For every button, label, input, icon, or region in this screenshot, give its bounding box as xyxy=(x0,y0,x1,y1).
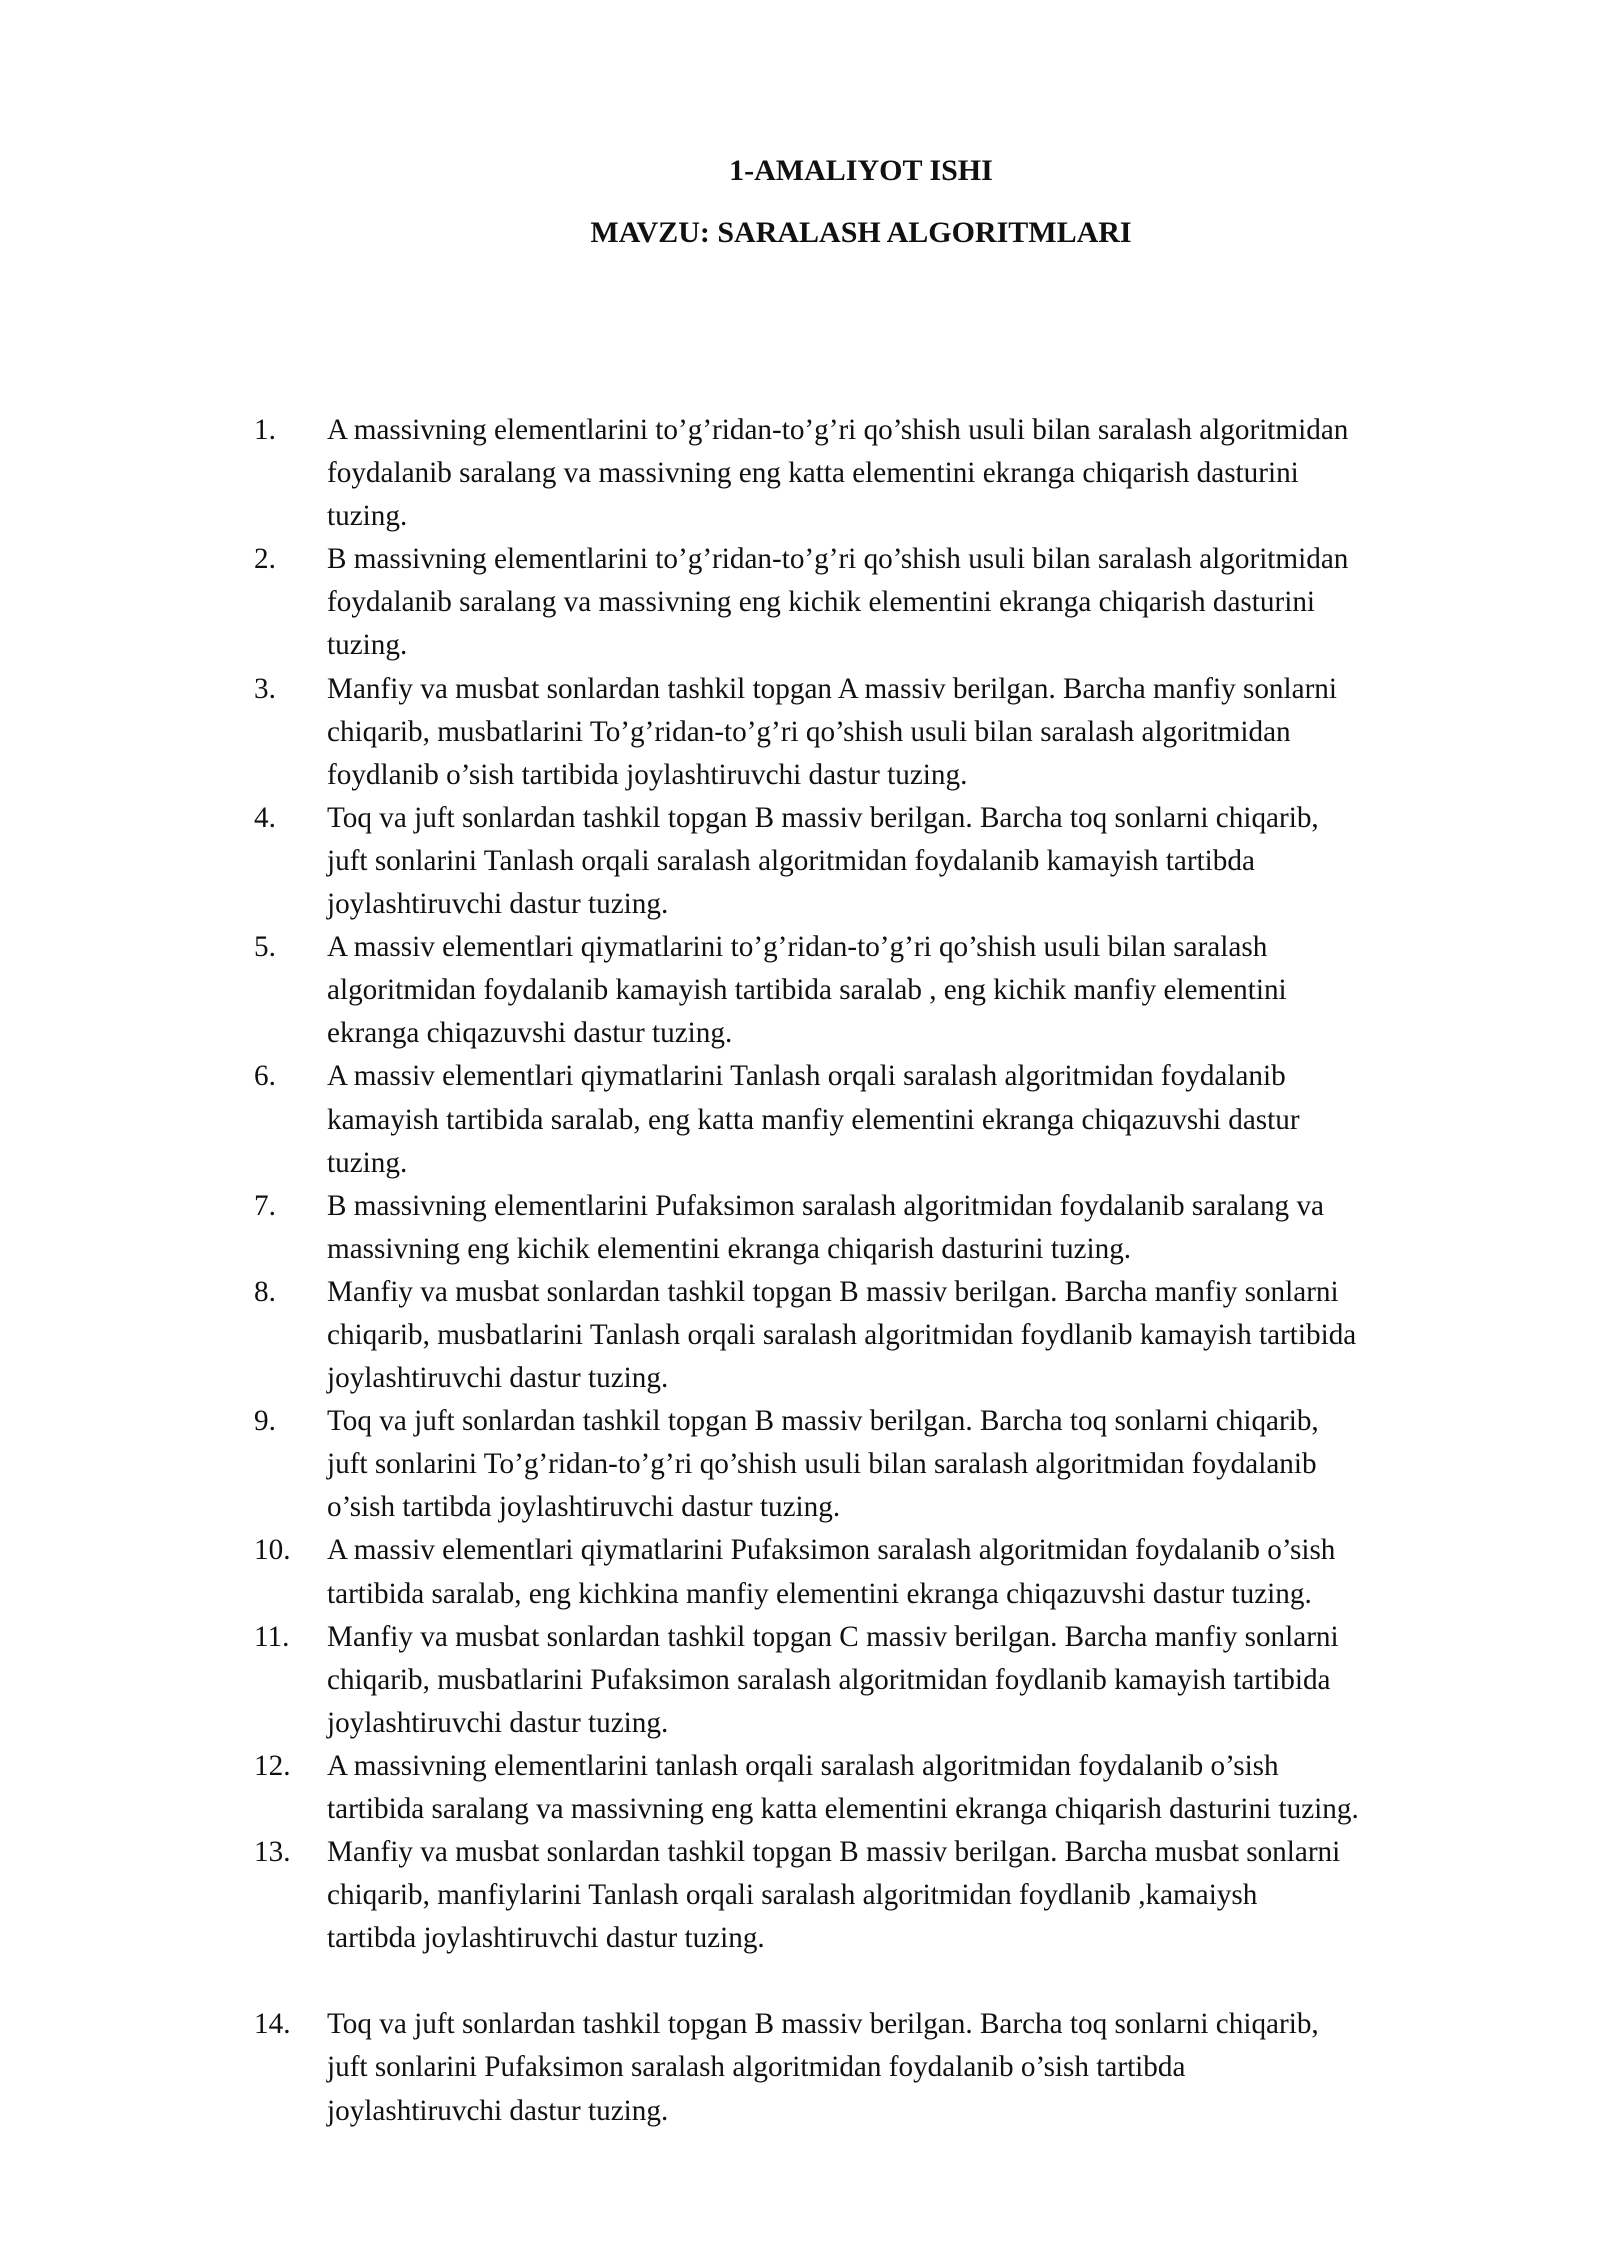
task-text-line: Toq va juft sonlardan tashkil topgan B massiv berilgan. Barcha toq sonlarni chiqarib, xyxy=(327,801,1319,834)
task-text-line: tuzing. xyxy=(327,500,408,533)
task-number: 14. xyxy=(254,2008,291,2041)
task-text-line: juft sonlarini Tanlash orqali saralash algoritmidan foydalanib kamayish tartibda xyxy=(327,844,1255,877)
task-text-line: tartibida saralang va massivning eng katta elementini ekranga chiqarish dasturini tuzing. xyxy=(327,1793,1359,1825)
task-item xyxy=(0,1529,1497,1615)
task-item xyxy=(0,1745,1497,1831)
task-text-line: A massiv elementlari qiymatlarini to’g’ridan-to’g’ri qo’shish usuli bilan saralash xyxy=(327,931,1268,964)
task-text-line: juft sonlarini Pufaksimon saralash algoritmidan foydalanib o’sish tartibda xyxy=(327,2051,1186,2084)
task-text-line: joylashtiruvchi dastur tuzing. xyxy=(327,1362,669,1395)
task-text-line: joylashtiruvchi dastur tuzing. xyxy=(327,888,669,921)
task-text-line: Manfiy va musbat sonlardan tashkil topgan B massiv berilgan. Barcha musbat sonlarni xyxy=(327,1836,1341,1869)
task-text-line: chiqarib, musbatlarini Tanlash orqali saralash algoritmidan foydlanib kamayish tartibida xyxy=(327,1318,1357,1351)
task-text-line: A massivning elementlarini tanlash orqali saralash algoritmidan foydalanib o’sish xyxy=(327,1749,1279,1782)
task-number: 1. xyxy=(254,414,276,446)
task-text-line: tartibida saralab, eng kichkina manfiy elementini ekranga chiqazuvshi dastur tuzing. xyxy=(327,1577,1312,1610)
task-list xyxy=(0,409,1600,2133)
task-text-line: Toq va juft sonlardan tashkil topgan B massiv berilgan. Barcha toq sonlarni chiqarib, xyxy=(327,1405,1319,1438)
task-number: 11. xyxy=(254,1620,290,1653)
task-number: 7. xyxy=(254,1189,276,1222)
task-text-line: tartibda joylashtiruvchi dastur tuzing. xyxy=(327,1922,765,1955)
task-number: 8. xyxy=(254,1275,276,1308)
task-text-line: kamayish tartibida saralab, eng katta manfiy elementini ekranga chiqazuvshi dastur xyxy=(327,1103,1300,1136)
task-text-line: chiqarib, musbatlarini To’g’ridan-to’g’ri qo’shish usuli bilan saralash algoritmidan xyxy=(327,715,1291,748)
task-item xyxy=(0,409,1497,538)
task-text-line: A massiv elementlari qiymatlarini Tanlash orqali saralash algoritmidan foydalanib xyxy=(327,1060,1286,1093)
task-number: 2. xyxy=(254,543,276,576)
task-item xyxy=(0,1400,1497,1529)
task-text-line: chiqarib, manfiylarini Tanlash orqali saralash algoritmidan foydlanib ,kamaiysh xyxy=(327,1879,1258,1912)
task-number: 12. xyxy=(254,1749,291,1782)
task-item xyxy=(0,1185,1497,1271)
task-number: 10. xyxy=(254,1534,291,1567)
task-number: 5. xyxy=(254,931,276,964)
task-item xyxy=(0,538,1497,667)
task-item xyxy=(0,926,1497,1055)
task-text-line: massivning eng kichik elementini ekranga chiqarish dasturini tuzing. xyxy=(327,1232,1132,1265)
task-text-line: tuzing. xyxy=(327,1146,408,1179)
task-number: 13. xyxy=(254,1836,291,1869)
task-number: 6. xyxy=(254,1060,276,1093)
task-text-line: o’sish tartibda joylashtiruvchi dastur tuzing. xyxy=(327,1491,841,1524)
task-text-line: A massivning elementlarini to’g’ridan-to’g’ri qo’shish usuli bilan saralash algoritmidan xyxy=(327,414,1349,446)
task-text-line: chiqarib, musbatlarini Pufaksimon saralash algoritmidan foydlanib kamayish tartibida xyxy=(327,1663,1331,1696)
task-text-line: B massivning elementlarini to’g’ridan-to’g’ri qo’shish usuli bilan saralash algoritmidan xyxy=(327,543,1349,576)
task-text-line: Toq va juft sonlardan tashkil topgan B massiv berilgan. Barcha toq sonlarni chiqarib, xyxy=(327,2008,1319,2041)
task-text-line: Manfiy va musbat sonlardan tashkil topgan B massiv berilgan. Barcha manfiy sonlarni xyxy=(327,1275,1339,1308)
page-title: 1-AMALIYOT ISHI xyxy=(729,154,993,187)
task-text-line: joylashtiruvchi dastur tuzing. xyxy=(327,2094,669,2127)
task-text-line: joylashtiruvchi dastur tuzing. xyxy=(327,1706,669,1739)
task-item xyxy=(0,668,1497,797)
task-text-line: juft sonlarini To’g’ridan-to’g’ri qo’shish usuli bilan saralash algoritmidan foydalanib xyxy=(327,1448,1317,1481)
task-text-line: Manfiy va musbat sonlardan tashkil topgan A massiv berilgan. Barcha manfiy sonlarni xyxy=(327,672,1338,705)
task-text-line: algoritmidan foydalanib kamayish tartibida saralab , eng kichik manfiy elementini xyxy=(327,974,1287,1007)
task-text-line: foydalanib saralang va massivning eng katta elementini ekranga chiqarish dasturini xyxy=(327,457,1299,490)
task-text-line: Manfiy va musbat sonlardan tashkil topgan C massiv berilgan. Barcha manfiy sonlarni xyxy=(327,1620,1339,1653)
task-text-line: ekranga chiqazuvshi dastur tuzing. xyxy=(327,1017,733,1050)
task-text-line: B massivning elementlarini Pufaksimon saralash algoritmidan foydalanib saralang va xyxy=(327,1189,1324,1222)
task-item xyxy=(0,1271,1497,1400)
task-number: 9. xyxy=(254,1405,276,1438)
task-item xyxy=(0,1055,1497,1184)
task-number: 4. xyxy=(254,801,276,834)
task-text-line: tuzing. xyxy=(327,629,408,662)
task-item xyxy=(0,1616,1497,1745)
task-text-line: foydlanib o’sish tartibida joylashtiruvchi dastur tuzing. xyxy=(327,758,968,791)
task-item xyxy=(0,797,1497,926)
page-subtitle: MAVZU: SARALASH ALGORITMLARI xyxy=(590,216,1132,249)
task-text-line: foydalanib saralang va massivning eng kichik elementini ekranga chiqarish dasturini xyxy=(327,586,1316,619)
task-item xyxy=(0,1831,1497,1960)
task-item xyxy=(0,2003,1497,2132)
task-text-line: A massiv elementlari qiymatlarini Pufaksimon saralash algoritmidan foydalanib o’sish xyxy=(327,1534,1336,1567)
task-number: 3. xyxy=(254,672,276,705)
